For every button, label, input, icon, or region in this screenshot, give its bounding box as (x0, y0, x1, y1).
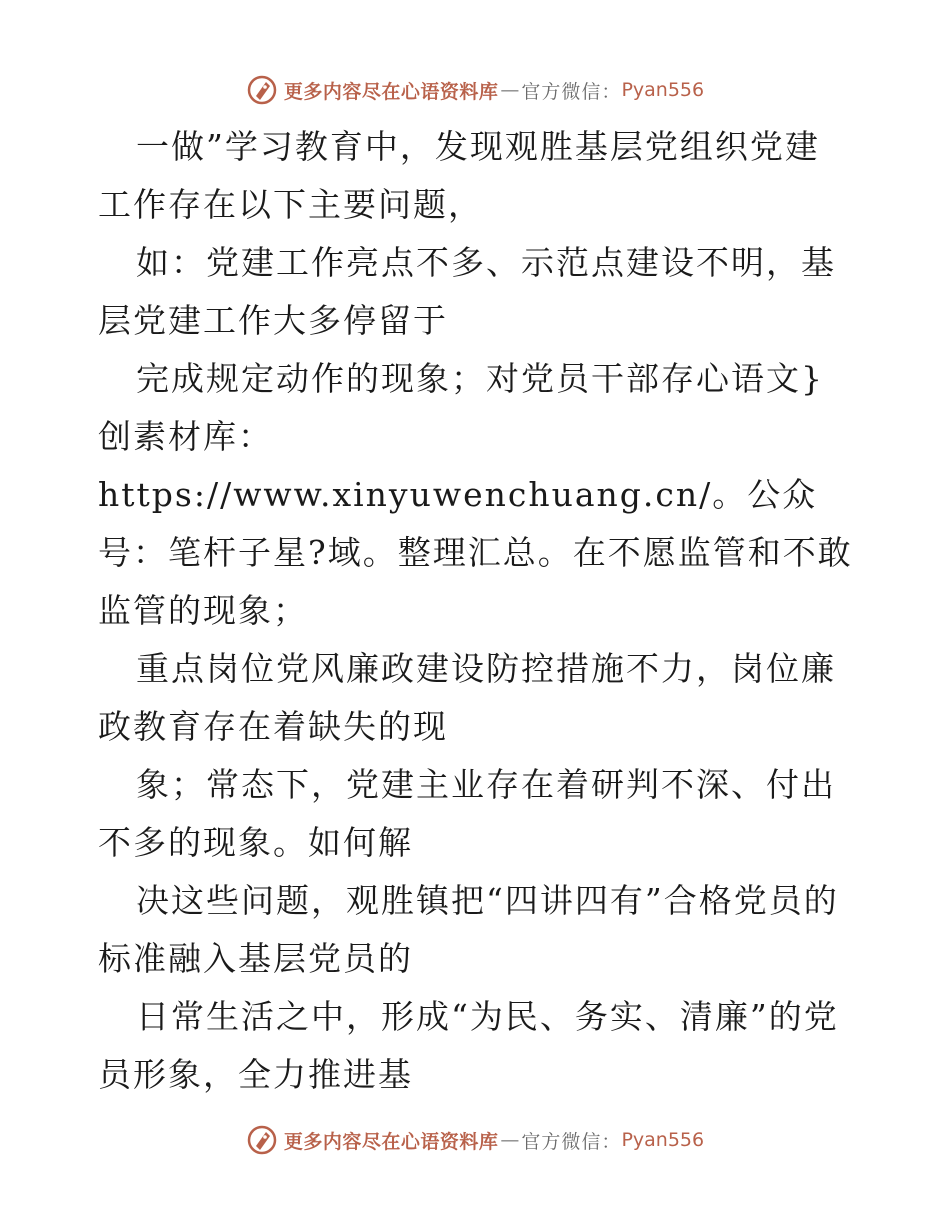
paragraph: 完成规定动作的现象；对党员干部存心语文}创素材库：https://www.xinyuwenchuang.cn/。公众号：笔杆子星?域。整理汇总。在不愿监管和不敢监管的现象； (98, 359, 853, 630)
header-banner (0, 70, 950, 110)
banner-wechat-id: Pyan556 (621, 79, 705, 101)
document-body (98, 118, 854, 1104)
banner-separator: — (500, 1129, 520, 1151)
pen-nib-logo-icon (246, 1124, 278, 1156)
paragraph: 决这些问题，观胜镇把“四讲四有”合格党员的标准融入基层党员的 (98, 881, 839, 978)
banner-wechat-id: Pyan556 (621, 1129, 705, 1151)
paragraph: 日常生活之中，形成“为民、务实、清廉”的党员形象，全力推进基 (98, 997, 839, 1094)
banner-main-text: 更多内容尽在心语资料库 (283, 1130, 499, 1153)
paragraph: 重点岗位党风廉政建设防控措施不力，岗位廉政教育存在着缺失的现 (98, 649, 836, 746)
banner-separator: — (500, 79, 520, 101)
banner-main-text: 更多内容尽在心语资料库 (283, 80, 499, 103)
footer-banner (0, 1120, 950, 1160)
pen-nib-logo-icon (246, 74, 278, 106)
paragraph: 象；常态下，党建主业存在着研判不深、付出不多的现象。如何解 (98, 765, 836, 862)
paragraph: 如：党建工作亮点不多、示范点建设不明，基层党建工作大多停留于 (98, 243, 836, 340)
banner-wechat-label: 官方微信： (521, 1130, 622, 1153)
banner-wechat-label: 官方微信： (521, 80, 622, 103)
paragraph: 一做”学习教育中，发现观胜基层党组织党建工作存在以下主要问题， (98, 127, 820, 224)
